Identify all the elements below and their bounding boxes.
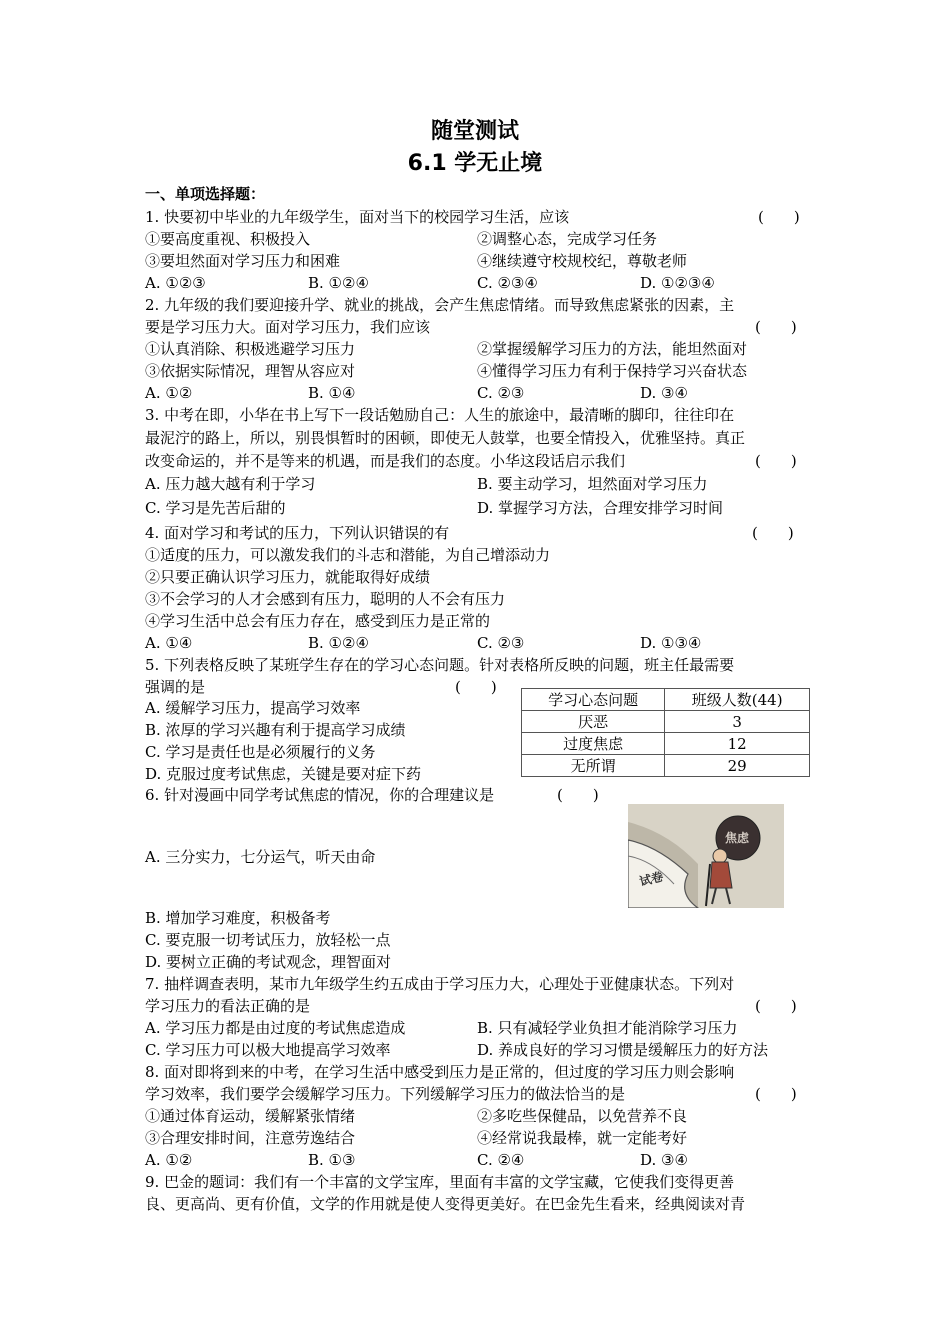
q3-answer-blank: ( ) (755, 452, 797, 470)
q8-option-4: ④经常说我最棒，就一定能考好 (477, 1129, 688, 1147)
q3-stem-line2: 最泥泞的路上，所以，别畏惧暂时的困顿，即使无人鼓掌，也要全情投入，优雅坚持。真正 (145, 429, 746, 447)
q4-answer-blank: ( ) (752, 524, 794, 542)
q7-choice-b: B. 只有减轻学业负担才能消除学习压力 (477, 1019, 738, 1037)
table-header-row (522, 689, 810, 711)
table-cell: 12 (665, 733, 810, 755)
q8-stem-line2: 学习效率，我们要学会缓解学习压力。下列缓解学习压力的做法恰当的是 (145, 1085, 626, 1103)
q7-stem-line2: 学习压力的看法正确的是 (145, 997, 311, 1015)
page-title: 随堂测试 (430, 119, 519, 144)
q7-choice-d: D. 养成良好的学习习惯是缓解压力的好方法 (477, 1041, 769, 1059)
table-row (522, 733, 810, 755)
q7-choice-c: C. 学习压力可以极大地提高学习效率 (145, 1041, 391, 1059)
q7-choice-a: A. 学习压力都是由过度的考试焦虑造成 (145, 1019, 406, 1037)
section-heading: 一、单项选择题： (145, 185, 266, 203)
q1-choice-d: D. ①②③④ (640, 274, 715, 292)
q8-option-3: ③合理安排时间，注意劳逸结合 (145, 1129, 356, 1147)
q2-choice-c: C. ②③ (477, 384, 525, 402)
q5-choice-a: A. 缓解学习压力，提高学习效率 (145, 699, 361, 717)
table-cell: 厌恶 (522, 711, 665, 733)
q6-choice-c: C. 要克服一切考试压力，放轻松一点 (145, 931, 391, 949)
table-row (522, 755, 810, 777)
q5-choice-d: D. 克服过度考试焦虑，关键是要对症下药 (145, 765, 422, 783)
table-row (522, 711, 810, 733)
q1-answer-blank: ( ) (758, 208, 800, 226)
q3-choice-b: B. 要主动学习，坦然面对学习压力 (477, 475, 708, 493)
q3-choice-a: A. 压力越大越有利于学习 (145, 475, 316, 493)
q3-stem-line1: 3. 中考在即，小华在书上写下一段话勉励自己：人生的旅途中，最清晰的脚印，往往印在 (145, 406, 735, 424)
q2-choice-a: A. ①② (145, 384, 193, 402)
table-cell: 3 (665, 711, 810, 733)
q2-option-4: ④懂得学习压力有利于保持学习兴奋状态 (477, 362, 748, 380)
q6-answer-blank: ( ) (557, 786, 599, 804)
q6-choice-d: D. 要树立正确的考试观念，理智面对 (145, 953, 392, 971)
attitude-stats-table (521, 688, 810, 777)
q2-stem-line2: 要是学习压力大。面对学习压力，我们应该 (145, 318, 431, 336)
q4-stem: 4. 面对学习和考试的压力，下列认识错误的有 (145, 524, 450, 542)
q4-choice-b: B. ①②④ (308, 634, 369, 652)
q4-choice-d: D. ①③④ (640, 634, 702, 652)
q1-option-3: ③要坦然面对学习压力和困难 (145, 252, 341, 270)
q1-option-4: ④继续遵守校规校纪，尊敬老师 (477, 252, 688, 270)
q4-option-2: ②只要正确认识学习压力，就能取得好成绩 (145, 568, 431, 586)
q3-choice-c: C. 学习是先苦后甜的 (145, 499, 286, 517)
q8-choice-d: D. ③④ (640, 1151, 688, 1169)
q3-choice-d: D. 掌握学习方法，合理安排学习时间 (477, 499, 724, 517)
q8-choice-b: B. ①③ (308, 1151, 356, 1169)
anxiety-cartoon (628, 804, 784, 908)
table-cell: 过度焦虑 (522, 733, 665, 755)
q5-stem-line2: 强调的是 (145, 678, 206, 696)
q5-choice-c: C. 学习是责任也是必须履行的义务 (145, 743, 376, 761)
q1-choice-a: A. ①②③ (145, 274, 206, 292)
q7-stem-line1: 7. 抽样调查表明，某市九年级学生约五成由于学习压力大，心理处于亚健康状态。下列对 (145, 975, 735, 993)
q1-option-2: ②调整心态，完成学习任务 (477, 230, 658, 248)
q6-choice-a: A. 三分实力，七分运气，听天由命 (145, 848, 376, 866)
q4-option-1: ①适度的压力，可以激发我们的斗志和潜能，为自己增添动力 (145, 546, 551, 564)
q4-choice-a: A. ①④ (145, 634, 193, 652)
q1-choice-b: B. ①②④ (308, 274, 369, 292)
q8-stem-line1: 8. 面对即将到来的中考，在学习生活中感受到压力是正常的，但过度的学习压力则会影响 (145, 1063, 735, 1081)
q4-choice-c: C. ②③ (477, 634, 525, 652)
q5-stem-line1: 5. 下列表格反映了某班学生存在的学习心态问题。针对表格所反映的问题，班主任最需要 (145, 656, 735, 674)
table-cell: 29 (665, 755, 810, 777)
q2-answer-blank: ( ) (755, 318, 797, 336)
q1-stem: 1. 快要初中毕业的九年级学生，面对当下的校园学习生活，应该 (145, 208, 570, 226)
q2-choice-d: D. ③④ (640, 384, 688, 402)
q9-stem-line2: 良、更高尚、更有价值，文学的作用就是使人变得更美好。在巴金先生看来，经典阅读对青 (145, 1195, 746, 1213)
cartoon-illustration (628, 804, 784, 908)
q2-option-1: ①认真消除、积极逃避学习压力 (145, 340, 356, 358)
q2-stem-line1: 2. 九年级的我们要迎接升学、就业的挑战，会产生焦虑情绪。而导致焦虑紧张的因素，主 (145, 296, 735, 314)
q7-answer-blank: ( ) (755, 997, 797, 1015)
q5-answer-blank: ( ) (455, 678, 497, 696)
table-cell: 无所谓 (522, 755, 665, 777)
q8-option-1: ①通过体育运动，缓解紧张情绪 (145, 1107, 356, 1125)
q3-stem-line3: 改变命运的，并不是等来的机遇，而是我们的态度。小华这段话启示我们 (145, 452, 626, 470)
cartoon-sack-label: 焦虑 (725, 831, 750, 845)
q2-option-3: ③依据实际情况，理智从容应对 (145, 362, 356, 380)
table-header-cell: 班级人数(44) (665, 689, 810, 711)
q6-stem: 6. 针对漫画中同学考试焦虑的情况，你的合理建议是 (145, 786, 495, 804)
cartoon-paper-label: 试卷 (638, 869, 665, 889)
q5-choice-b: B. 浓厚的学习兴趣有利于提高学习成绩 (145, 721, 406, 739)
q9-stem-line1: 9. 巴金的题词：我们有一个丰富的文学宝库，里面有丰富的文学宝藏，它使我们变得更善 (145, 1173, 735, 1191)
q2-option-2: ②掌握缓解学习压力的方法，能坦然面对 (477, 340, 748, 358)
q4-option-3: ③不会学习的人才会感到有压力，聪明的人不会有压力 (145, 590, 506, 608)
q6-choice-b: B. 增加学习难度，积极备考 (145, 909, 331, 927)
q8-answer-blank: ( ) (755, 1085, 797, 1103)
q8-choice-c: C. ②④ (477, 1151, 525, 1169)
q2-choice-b: B. ①④ (308, 384, 356, 402)
q1-option-1: ①要高度重视、积极投入 (145, 230, 311, 248)
q8-option-2: ②多吃些保健品，以免营养不良 (477, 1107, 688, 1125)
page-subtitle: 6.1 学无止境 (407, 151, 543, 176)
q1-choice-c: C. ②③④ (477, 274, 538, 292)
q8-choice-a: A. ①② (145, 1151, 193, 1169)
table-header-cell: 学习心态问题 (522, 689, 665, 711)
q4-option-4: ④学习生活中总会有压力存在，感受到压力是正常的 (145, 612, 491, 630)
